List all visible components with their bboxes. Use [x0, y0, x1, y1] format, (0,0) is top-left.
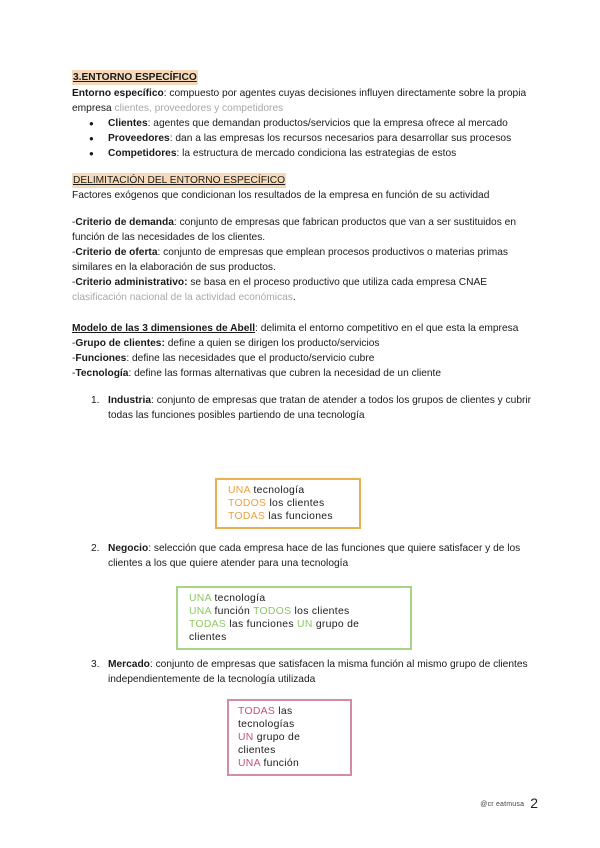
box-text: los clientes [266, 498, 325, 509]
bullet-text: : dan a las empresas los recursos necesarios para desarrollar sus procesos [169, 133, 512, 144]
period: . [292, 292, 296, 303]
item-text: : conjunto de empresas que tratan de atender a todos los grupos de clientes y cubrir todas las funciones posibles partiendo de una tecnología [108, 395, 532, 421]
box-line [228, 484, 348, 497]
box-line [189, 605, 399, 618]
highlight-word: UN [238, 732, 254, 743]
bullet-term: Clientes [108, 118, 148, 129]
item-term: Mercado [108, 659, 150, 670]
item-number: 1. [91, 395, 100, 406]
box-text: las tecnologías [238, 706, 295, 730]
criterion-grey-note: clasificación nacional de la actividad económicas [72, 292, 293, 303]
criterion-paragraph [72, 275, 532, 305]
box-line [238, 757, 341, 770]
item-text: : conjunto de empresas que satisfacen la misma función al mismo grupo de clientes independientemente de la tecnología utilizada [108, 659, 528, 685]
list-item [91, 657, 532, 687]
agents-list [72, 116, 532, 161]
list-item [108, 131, 532, 146]
dash: - [72, 217, 76, 228]
highlight-word: UN [297, 619, 313, 630]
box-text: las funciones [265, 511, 333, 522]
definition-paragraph [72, 86, 532, 116]
dimension-term: Tecnología [75, 368, 129, 379]
box-line [228, 497, 348, 510]
dimension-line: -Funciones: define las necesidades que el producto/servicio cubre [72, 353, 375, 364]
section-heading: 3.ENTORNO ESPECÍFICO [73, 72, 197, 83]
section-abell [72, 321, 532, 423]
item-text: : selección que cada empresa hace de las funciones que quiere satisfacer y de los clientes a los que quiere atender para una tecnología [108, 543, 521, 569]
box-line [238, 731, 341, 757]
dimension-term: Grupo de clientes: [75, 338, 165, 349]
box-text: los clientes [291, 606, 350, 617]
abell-levels-list [72, 393, 532, 423]
criterion-text: : conjunto de empresas que fabrican productos que van a ser sustituidos en función de las necesidades de los clientes. [72, 217, 516, 243]
highlight-word: UNA [238, 758, 261, 769]
box-text: grupo de clientes [238, 732, 301, 756]
box-line [238, 705, 341, 731]
section-entorno-especifico [72, 70, 532, 161]
highlight-word: TODOS [228, 498, 267, 509]
criterion-paragraph [72, 215, 532, 245]
negocio-box [176, 586, 412, 650]
section-heading: DELIMITACIÓN DEL ENTORNO ESPECÍFICO [73, 175, 286, 186]
highlight-word: TODAS [228, 511, 266, 522]
abell-text: : delimita el entorno competitivo en el que esta la empresa [255, 323, 519, 334]
intro-paragraph: Factores exógenos que condicionan los resultados de la empresa en función de su actividad [72, 190, 490, 201]
list-item [108, 146, 532, 161]
page-continued-2 [72, 657, 532, 687]
abell-levels-list [72, 541, 532, 571]
item-number: 2. [91, 543, 100, 554]
dash: - [72, 247, 76, 258]
criterion-paragraph [72, 245, 532, 275]
box-text: grupo de clientes [189, 619, 360, 643]
criterion-text: : conjunto de empresas que emplean procesos productivos o materias primas similares en la elaboración de sus productos. [72, 247, 509, 273]
author-logo: @cr eatmusa [480, 800, 525, 808]
abell-term: Modelo de las 3 dimensiones de Abell [72, 323, 256, 334]
page-footer [480, 796, 538, 812]
definition-text: : compuesto por agentes cuyas decisiones influyen directamente sobre la propia empresa [72, 88, 527, 114]
item-term: Industria [108, 395, 152, 406]
highlight-word: TODAS [189, 619, 227, 630]
box-line [189, 592, 399, 605]
criterion-term: Criterio administrativo: [75, 277, 188, 288]
section-delimitacion [72, 173, 532, 305]
box-line [228, 510, 348, 523]
box-text: las funciones [226, 619, 298, 630]
highlight-word: TODOS [253, 606, 292, 617]
item-number: 3. [91, 659, 100, 670]
box-text: función [260, 758, 300, 769]
page-continued-1 [72, 541, 532, 571]
box-text: tecnología [211, 593, 266, 604]
mercado-box [227, 699, 352, 776]
highlight-word: UNA [189, 593, 212, 604]
box-text: tecnología [250, 485, 305, 496]
criterion-term: Criterio de oferta [75, 247, 158, 258]
definition-term: Entorno específico [72, 88, 164, 99]
abell-intro [72, 321, 532, 336]
list-item [91, 393, 532, 423]
definition-grey-note: clientes, proveedores y competidores [114, 103, 284, 114]
criterion-term: Criterio de demanda [75, 217, 174, 228]
bullet-term: Proveedores [108, 133, 170, 144]
box-line [189, 618, 399, 644]
highlight-word: UNA [228, 485, 251, 496]
dimension-term: Funciones [75, 353, 127, 364]
page-number: 2 [530, 795, 538, 811]
bullet-text: : la estructura de mercado condiciona las estrategias de estos [176, 148, 457, 159]
abell-levels-list [72, 657, 532, 687]
dimension-text: : define las formas alternativas que cubren la necesidad de un cliente [128, 368, 442, 379]
highlight-word: TODAS [238, 706, 276, 717]
item-term: Negocio [108, 543, 149, 554]
bullet-text: : agentes que demandan productos/servicios que la empresa ofrece al mercado [147, 118, 508, 129]
list-item [91, 541, 532, 571]
list-item [108, 116, 532, 131]
dimension-line: -Grupo de clientes: define a quien se dirigen los producto/servicios [72, 338, 380, 349]
bullet-term: Competidores [108, 148, 177, 159]
criterion-text: se basa en el proceso productivo que utiliza cada empresa CNAE [187, 277, 488, 288]
document-page [72, 70, 532, 423]
industria-box [215, 478, 361, 529]
dimension-text: : define las necesidades que el producto/servicio cubre [126, 353, 375, 364]
dash: - [72, 277, 76, 288]
highlight-word: UNA [189, 606, 212, 617]
dimension-line: -Tecnología: define las formas alternativas que cubren la necesidad de un cliente [72, 368, 442, 379]
box-text: función [211, 606, 254, 617]
dimension-text: define a quien se dirigen los producto/servicios [164, 338, 380, 349]
